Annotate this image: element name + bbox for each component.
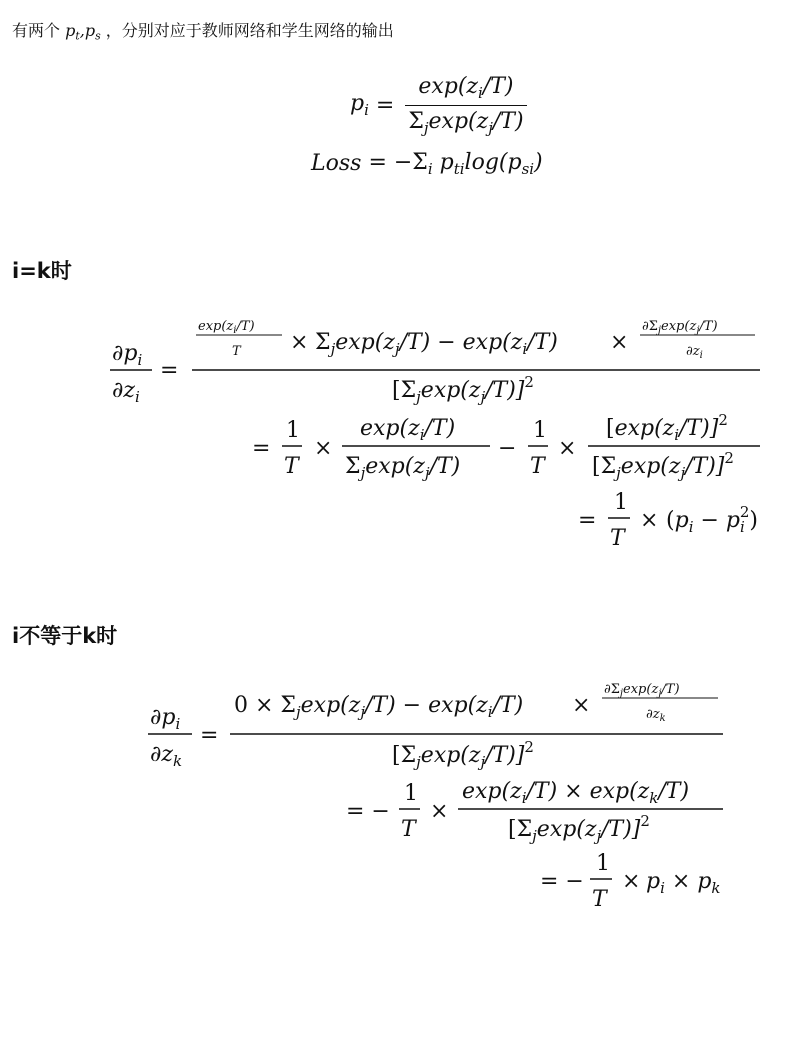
equals-sign: = — [375, 92, 395, 118]
svg-text:∂zk: $\partial z_k$ — [646, 707, 666, 724]
softmax-fraction — [405, 74, 526, 137]
svg-text:T: T — [592, 887, 607, 912]
svg-text:T: T — [610, 526, 625, 551]
loss-equation — [311, 150, 543, 178]
svg-text:1: 1 — [286, 418, 300, 443]
svg-text:×: × — [430, 799, 449, 824]
svg-text:∂zi: $\partial z_i$ — [112, 378, 140, 406]
derivation-i-not-equal-k — [0, 672, 795, 932]
intro-line — [12, 18, 394, 42]
svg-text:[Σjexp(zj/T)]2: $[\Sigma_j\exp(z_j/T)]^2$ — [592, 449, 734, 482]
loss-p-ti: $p_{ti}\log(p_{si})$ — [439, 150, 543, 178]
svg-text:×: × — [314, 436, 333, 461]
svg-text:×: × — [572, 693, 591, 718]
svg-text:1: 1 — [533, 418, 547, 443]
svg-text:×: × — [290, 330, 309, 355]
softmax-numerator: $\exp(z_i/T)$ — [418, 74, 514, 102]
svg-text:=: = — [578, 508, 597, 533]
svg-text:exp(zi/T): $\exp(z_i/T)$ — [360, 416, 456, 444]
svg-text:[Σjexp(zj/T)]2: $[\Sigma_j\exp(z_j/T)]^2$ — [508, 812, 650, 845]
svg-text:×: × — [610, 330, 629, 355]
svg-text:1: 1 — [596, 851, 610, 876]
loss-label: Loss — [311, 151, 362, 177]
svg-text:×: × — [640, 508, 659, 533]
intro-suffix: ，分别对应于教师网络和学生网络的输出 — [105, 21, 394, 40]
svg-text:1: 1 — [404, 781, 418, 806]
svg-text:=: = — [200, 723, 219, 748]
section-heading-i-equals-k: i=k时 — [12, 259, 72, 283]
softmax-equation — [350, 74, 531, 137]
svg-text:=: = — [160, 358, 179, 383]
svg-text:Σjexp(zj/T): $\Sigma_j\exp(z_j/T)$ — [345, 454, 461, 482]
svg-text:T: T — [284, 454, 299, 479]
svg-text:pi × pk: $p_i \times p_k$ — [646, 869, 721, 897]
intro-ps: $p_s$ — [84, 21, 101, 43]
section-heading-i-not-equal-k: i不等于k时 — [12, 624, 118, 648]
svg-text:=: = — [252, 436, 271, 461]
intro-comma: , — [79, 21, 85, 40]
svg-text:∂Σjexp(zj/T): $\partial\Sigma_j\exp(z_j/T)$ — [642, 319, 718, 336]
softmax-denominator: $\Sigma_j\exp(z_j/T)$ — [405, 105, 526, 137]
svg-text:∂Σjexp(zj/T): $\partial\Sigma_j\exp(z_j/T)$ — [604, 682, 680, 699]
intro-prefix: 有两个 — [12, 21, 61, 40]
svg-text:T: T — [401, 817, 416, 842]
svg-text:exp(zi/T) × exp(zk/T): $\exp(z_i/T) \times \exp(z_k/T)$ — [462, 779, 690, 807]
svg-text:∂zk: $\partial z_k$ — [150, 742, 183, 770]
svg-text:[Σjexp(zj/T)]2: $[\Sigma_j\exp(z_j/T)]^2$ — [392, 738, 534, 771]
svg-text:∂pi: $\partial p_i$ — [150, 705, 181, 733]
svg-text:∂zi: $\partial z_i$ — [686, 344, 703, 361]
derivation-i-equals-k — [0, 305, 795, 565]
loss-rhs: = $-\Sigma_i$ — [368, 150, 433, 178]
svg-text:[exp(zi/T)]2: $[\exp(z_i/T)]^2$ — [606, 411, 728, 444]
svg-text:0 × Σjexp(zj/T) − exp(zi/T): $0 \times \Sigma_j\exp(z_j/T) - \exp(z_i/T)$ — [234, 693, 524, 721]
svg-text:×: × — [558, 436, 577, 461]
svg-text:T: T — [530, 454, 545, 479]
svg-text:T: T — [232, 344, 241, 359]
svg-text:×: × — [622, 869, 641, 894]
svg-text:[Σjexp(zj/T)]2: $[\Sigma_j\exp(z_j/T)]^2$ — [392, 373, 534, 406]
svg-text:−: − — [498, 436, 517, 461]
svg-text:Σjexp(zj/T) − exp(zi/T): $\Sigma_j\exp(z_j/T) - \exp(z_i/T)$ — [315, 330, 558, 358]
svg-text:= −: = − — [540, 869, 584, 894]
svg-text:= −: = − — [346, 799, 390, 824]
svg-text:(pi − pi2): $(p_i - p_i2)$ — [666, 503, 758, 536]
svg-text:∂pi: $\partial p_i$ — [112, 341, 143, 369]
svg-text:1: 1 — [614, 490, 628, 515]
p-i-symbol: $p_i$ — [350, 91, 369, 120]
intro-pt: $p_t$ — [65, 21, 80, 43]
svg-text:exp(zi/T): $\exp(z_i/T)$ — [198, 319, 255, 336]
